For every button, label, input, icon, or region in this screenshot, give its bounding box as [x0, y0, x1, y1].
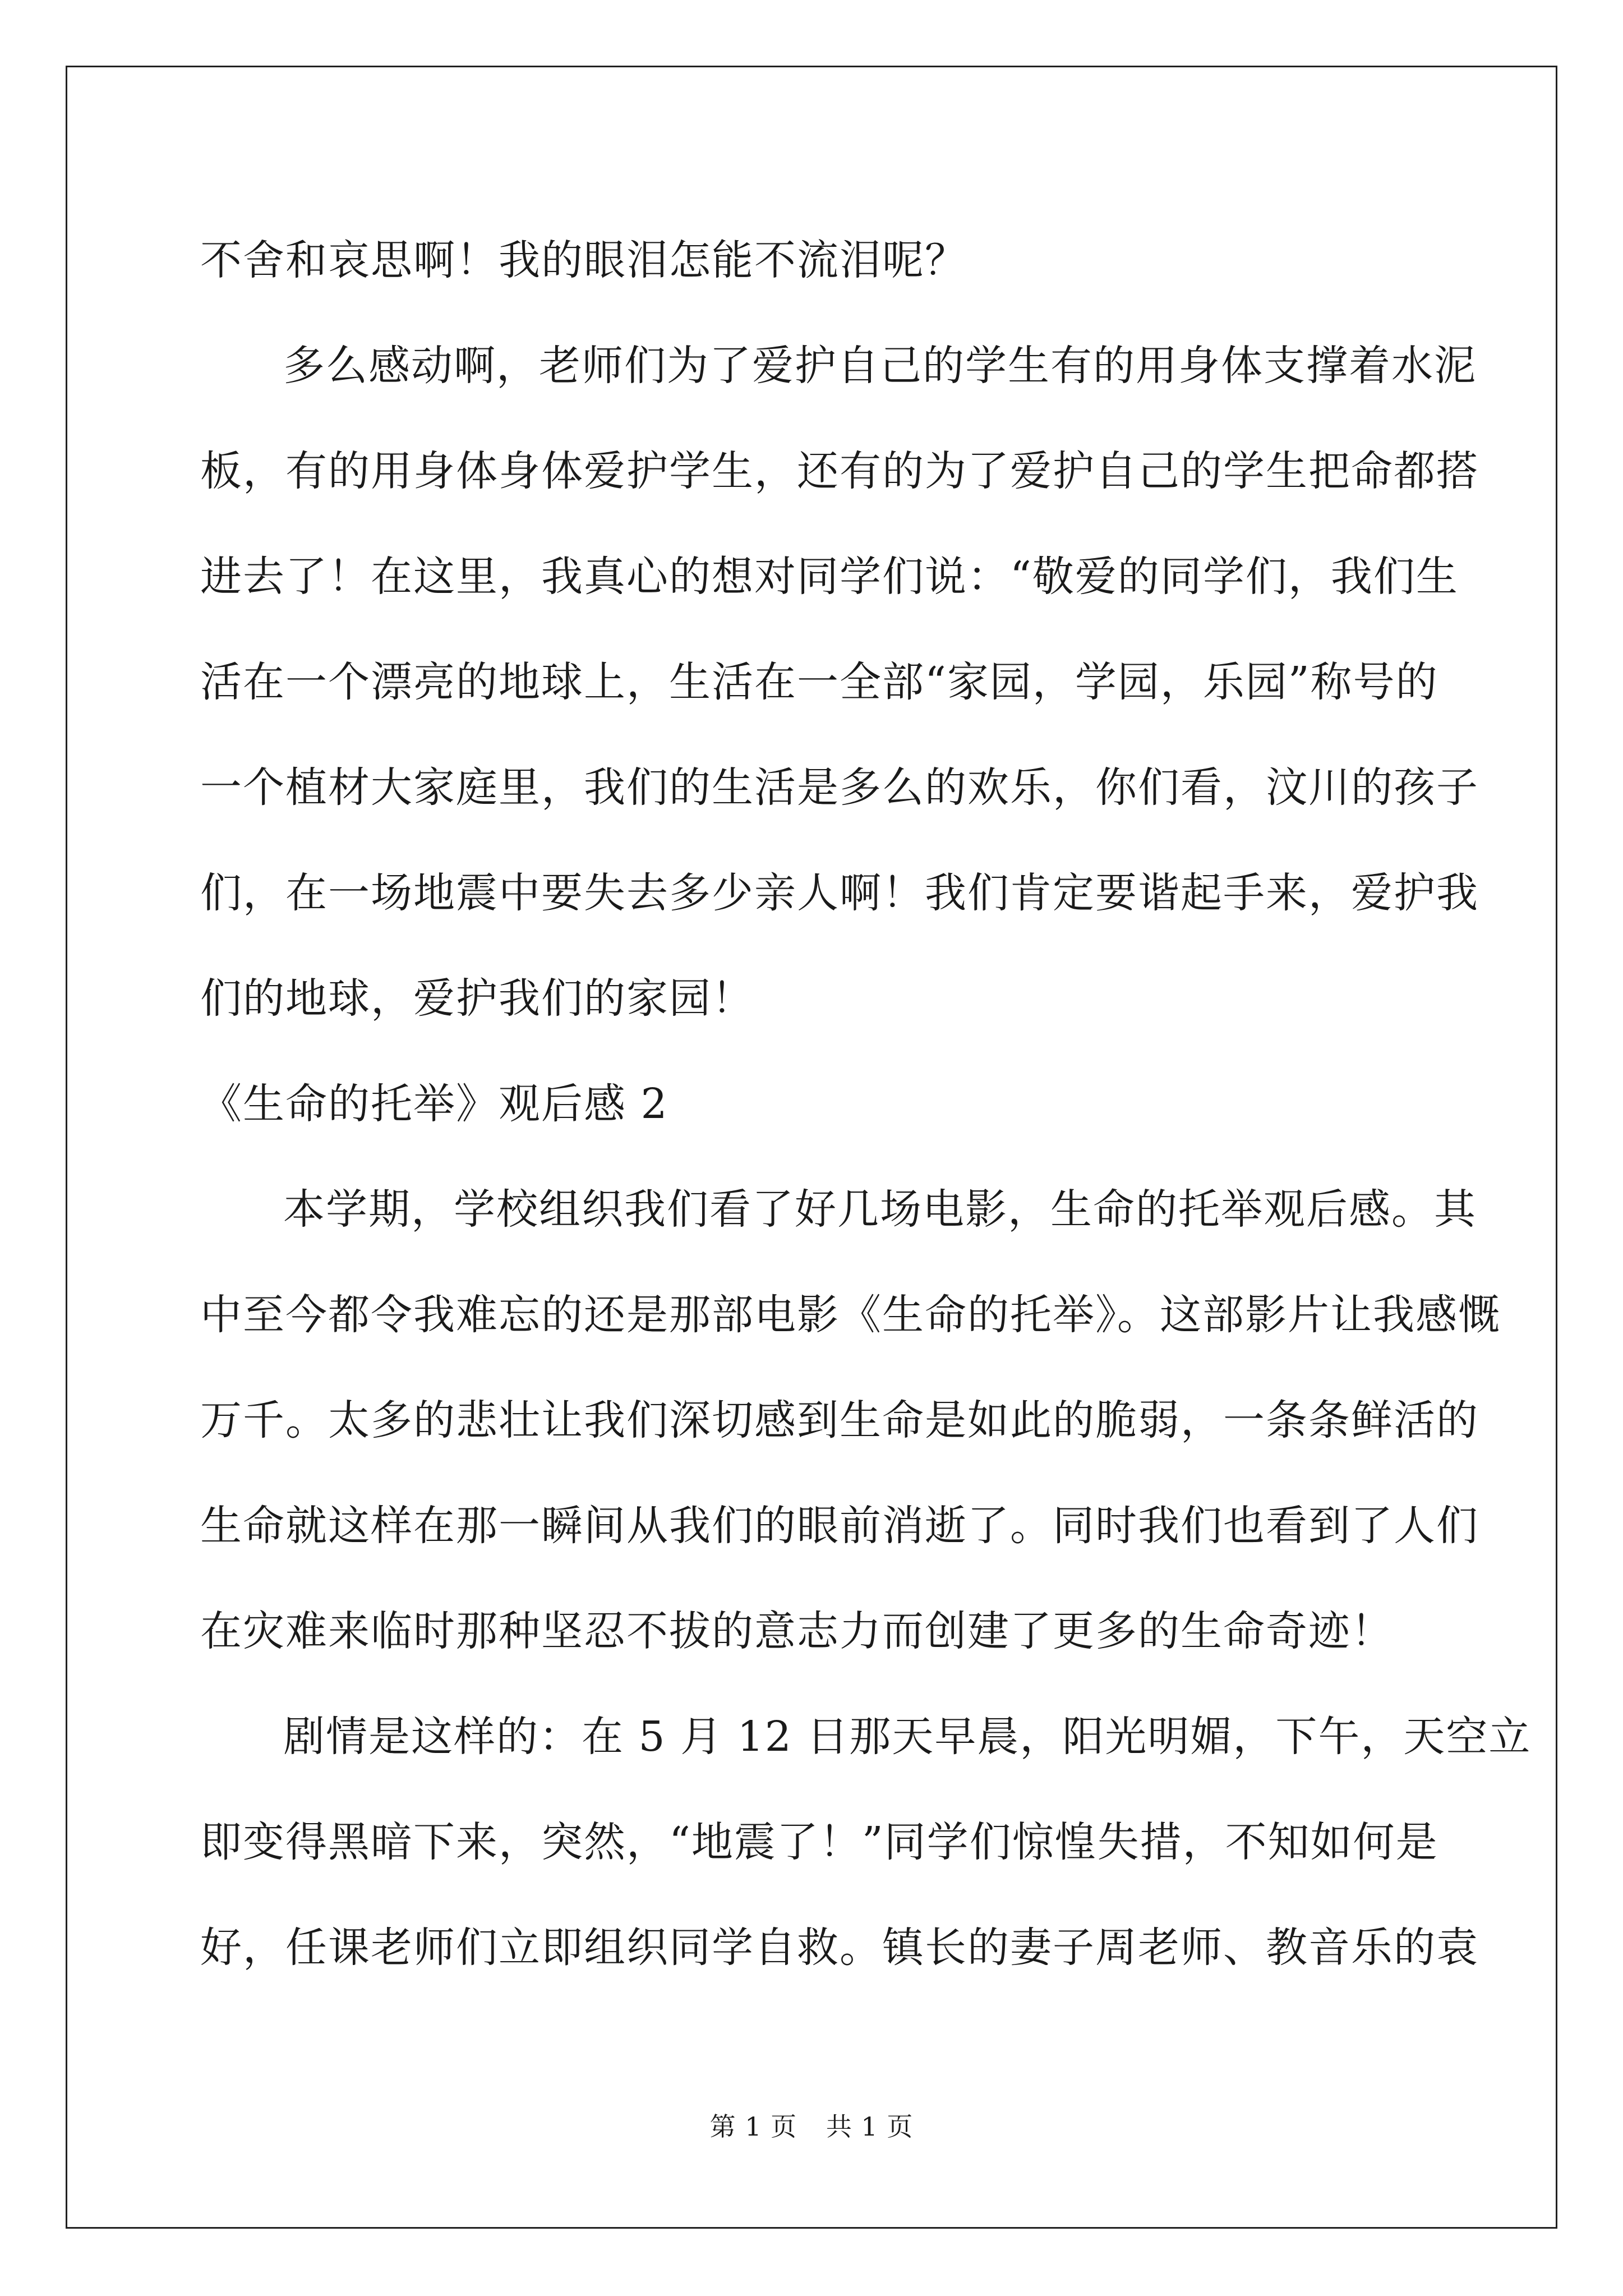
text-line: 们，在一场地震中要失去多少亲人啊！我们肯定要谐起手来，爱护我: [200, 869, 1479, 917]
text-line: 一个植材大家庭里，我们的生活是多么的欢乐，你们看，汶川的孩子: [200, 763, 1479, 812]
text-line: 进去了！在这里，我真心的想对同学们说：“敬爱的同学们，我们生: [200, 553, 1459, 601]
text-line: 万千。太多的悲壮让我们深切感到生命是如此的脆弱，一条条鲜活的: [200, 1396, 1479, 1444]
text-line: 活在一个漂亮的地球上，生活在一全部“家园，学园，乐园”称号的: [200, 658, 1438, 706]
page-total: 共 1 页: [826, 2111, 914, 2142]
text-line: 们的地球，爱护我们的家园！: [200, 974, 754, 1023]
page-number: 第 1 页: [709, 2111, 797, 2142]
text-line: 不舍和哀思啊！我的眼泪怎能不流泪呢？: [200, 236, 967, 284]
text-line: 好，任课老师们立即组织同学自救。镇长的妻子周老师、教音乐的袁: [200, 1924, 1479, 1972]
document-body: [200, 208, 1532, 2000]
text-line: 多么感动啊，老师们为了爱护自己的学生有的用身体支撑着水泥: [283, 342, 1477, 390]
text-line: 板，有的用身体身体爱护学生，还有的为了爱护自己的学生把命都搭: [200, 447, 1479, 495]
text-line: 剧情是这样的：在 5 月 12 日那天早晨，阳光明媚，下午，天空立: [283, 1713, 1532, 1761]
text-line: 中至今都令我难忘的还是那部电影《生命的托举》。这部影片让我感慨: [200, 1291, 1501, 1339]
text-line: 本学期，学校组织我们看了好几场电影，生命的托举观后感。其: [283, 1185, 1477, 1234]
text-line: 生命就这样在那一瞬间从我们的眼前消逝了。同时我们也看到了人们: [200, 1502, 1479, 1550]
page-footer: [0, 2106, 1623, 2143]
text-line: 即变得黑暗下来，突然，“地震了！”同学们惊惶失措，不知如何是: [200, 1818, 1438, 1866]
section-heading: 《生命的托举》观后感 2: [200, 1080, 668, 1128]
text-line: 在灾难来临时那种坚忍不拔的意志力而创建了更多的生命奇迹！: [200, 1607, 1394, 1655]
